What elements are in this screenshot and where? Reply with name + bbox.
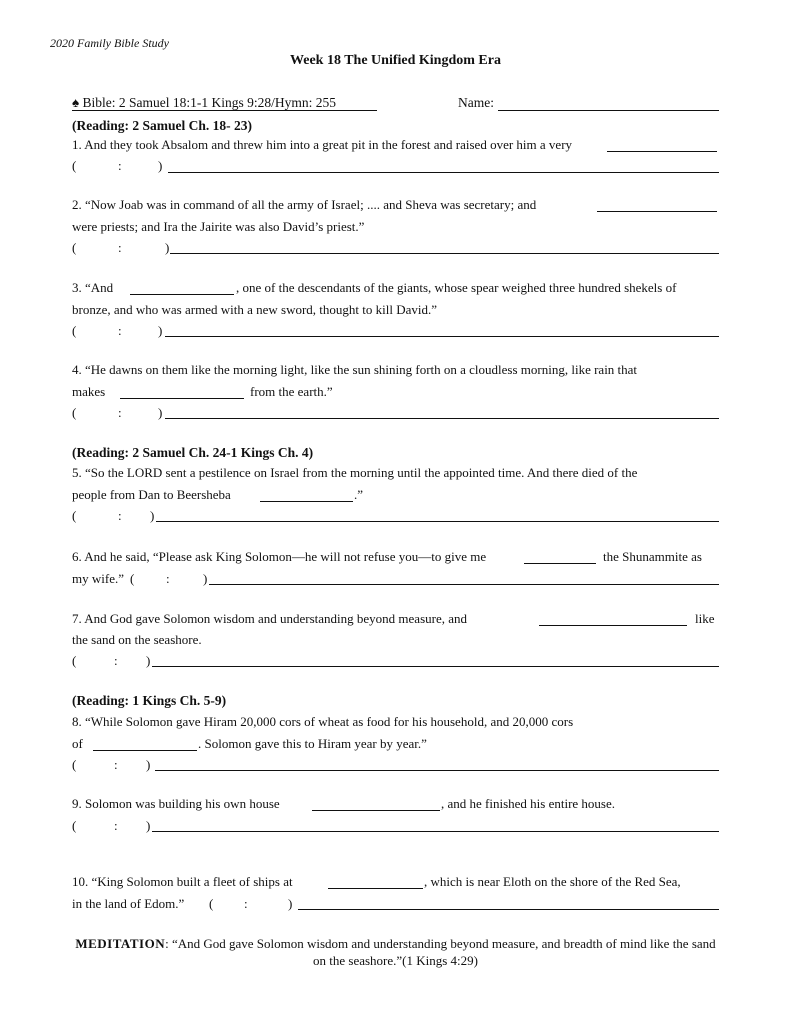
ref-colon: : [244, 896, 248, 911]
question-9-text-cont: , and he finished his entire house. [441, 796, 616, 811]
question-7-text-cont: like [695, 611, 715, 626]
question-4-text-cont: from the earth.” [250, 384, 333, 399]
ref-colon: : [166, 571, 170, 586]
ref-close-paren: ) [146, 757, 151, 772]
question-3-text: 3. “And [72, 280, 114, 295]
question-5-reference-line[interactable] [156, 521, 719, 522]
ref-colon: : [118, 405, 122, 420]
question-4-answer-blank[interactable] [120, 398, 244, 399]
question-7-answer-blank[interactable] [539, 625, 687, 626]
question-7-reference-line[interactable] [152, 666, 719, 667]
question-5-answer-blank[interactable] [260, 501, 353, 502]
question-9-text: 9. Solomon was building his own house [72, 796, 280, 811]
question-6-text-line2: my wife.” [72, 571, 124, 586]
question-1-text: 1. And they took Absalom and threw him into a great pit in the forest and raised over him a very [72, 137, 573, 152]
question-4-reference-line[interactable] [165, 418, 719, 419]
ref-open-paren: ( [72, 653, 77, 668]
ref-open-paren: ( [72, 405, 77, 420]
question-7-text: 7. And God gave Solomon wisdom and understanding beyond measure, and [72, 611, 467, 626]
meta-underline [72, 110, 377, 111]
ref-close-paren: ) [288, 896, 293, 911]
question-8-text: 8. “While Solomon gave Hiram 20,000 cors of wheat as food for his household, and 20,000 cors [72, 714, 574, 729]
ref-close-paren: ) [165, 240, 170, 255]
question-5-text: 5. “So the LORD sent a pestilence on Israel from the morning until the appointed time. And there died of the [72, 465, 638, 480]
ref-open-paren: ( [72, 757, 77, 772]
question-3-text-cont: , one of the descendants of the giants, whose spear weighed three hundred shekels of [236, 280, 677, 295]
question-9-reference-line[interactable] [152, 831, 719, 832]
ref-close-paren: ) [158, 158, 163, 173]
question-10-reference-line[interactable] [298, 909, 719, 910]
ref-open-paren: ( [72, 818, 77, 833]
course-label: 2020 Family Bible Study [50, 36, 169, 50]
question-8-text-line2: of [72, 736, 83, 751]
question-2-answer-blank[interactable] [597, 211, 717, 212]
question-6-reference-line[interactable] [209, 584, 719, 585]
meditation-text: : “And God gave Solomon wisdom and understanding beyond measure, and breadth of mind like the sand on the seashore.”(1 Kings 4:29) [165, 936, 716, 968]
question-8-answer-blank[interactable] [93, 750, 197, 751]
bible-reference: ♠ Bible: 2 Samuel 18:1-1 Kings 9:28/Hymn: 255 [72, 95, 337, 110]
ref-close-paren: ) [158, 405, 163, 420]
ref-close-paren: ) [146, 818, 151, 833]
question-6-answer-blank[interactable] [524, 563, 596, 564]
question-8-reference-line[interactable] [155, 770, 719, 771]
question-9-answer-blank[interactable] [312, 810, 440, 811]
ref-colon: : [114, 653, 118, 668]
question-6-text: 6. And he said, “Please ask King Solomon—he will not refuse you—to give me [72, 549, 487, 564]
question-3-reference-line[interactable] [165, 336, 719, 337]
section-heading: (Reading: 1 Kings Ch. 5-9) [72, 693, 227, 708]
ref-open-paren: ( [209, 896, 214, 911]
ref-close-paren: ) [150, 508, 155, 523]
section-heading: (Reading: 2 Samuel Ch. 18- 23) [72, 118, 253, 133]
question-10-text-cont: , which is near Eloth on the shore of the Red Sea, [424, 874, 681, 889]
question-5-text-cont: .” [354, 487, 364, 502]
page-title: Week 18 The Unified Kingdom Era [290, 53, 501, 68]
ref-colon: : [118, 240, 122, 255]
question-6-text-cont: the Shunammite as [603, 549, 702, 564]
question-1-reference-line[interactable] [168, 172, 719, 173]
ref-colon: : [114, 818, 118, 833]
ref-close-paren: ) [146, 653, 151, 668]
question-5-text-line2: people from Dan to Beersheba [72, 487, 231, 502]
ref-colon: : [114, 757, 118, 772]
question-3-answer-blank[interactable] [130, 294, 234, 295]
ref-close-paren: ) [158, 323, 163, 338]
name-field[interactable] [498, 110, 719, 111]
ref-open-paren: ( [72, 240, 77, 255]
meditation [72, 935, 719, 969]
question-3-text-line2: bronze, and who was armed with a new sword, thought to kill David.” [72, 302, 438, 317]
question-2-text: 2. “Now Joab was in command of all the army of Israel; .... and Sheva was secretary; and [72, 197, 537, 212]
question-10-answer-blank[interactable] [328, 888, 423, 889]
question-2-text-cont: were priests; and Ira the Jairite was also David’s priest.” [72, 219, 365, 234]
meditation-label: MEDITATION [75, 936, 166, 951]
ref-colon: : [118, 323, 122, 338]
question-10-text-line2: in the land of Edom.” [72, 896, 185, 911]
question-7-text-line2: the sand on the seashore. [72, 632, 202, 647]
question-8-text-cont: . Solomon gave this to Hiram year by year.” [198, 736, 427, 751]
ref-open-paren: ( [72, 323, 77, 338]
name-label: Name: [458, 95, 494, 110]
ref-colon: : [118, 508, 122, 523]
question-4-text: 4. “He dawns on them like the morning light, like the sun shining forth on a cloudless morning, like rain that [72, 362, 638, 377]
question-2-reference-line[interactable] [170, 253, 719, 254]
ref-open-paren: ( [72, 158, 77, 173]
question-4-text-line2: makes [72, 384, 106, 399]
ref-open-paren: ( [130, 571, 135, 586]
section-heading: (Reading: 2 Samuel Ch. 24-1 Kings Ch. 4) [72, 445, 314, 460]
ref-colon: : [118, 158, 122, 173]
question-10-text: 10. “King Solomon built a fleet of ships at [72, 874, 293, 889]
ref-open-paren: ( [72, 508, 77, 523]
ref-close-paren: ) [203, 571, 208, 586]
question-1-answer-blank[interactable] [607, 151, 717, 152]
